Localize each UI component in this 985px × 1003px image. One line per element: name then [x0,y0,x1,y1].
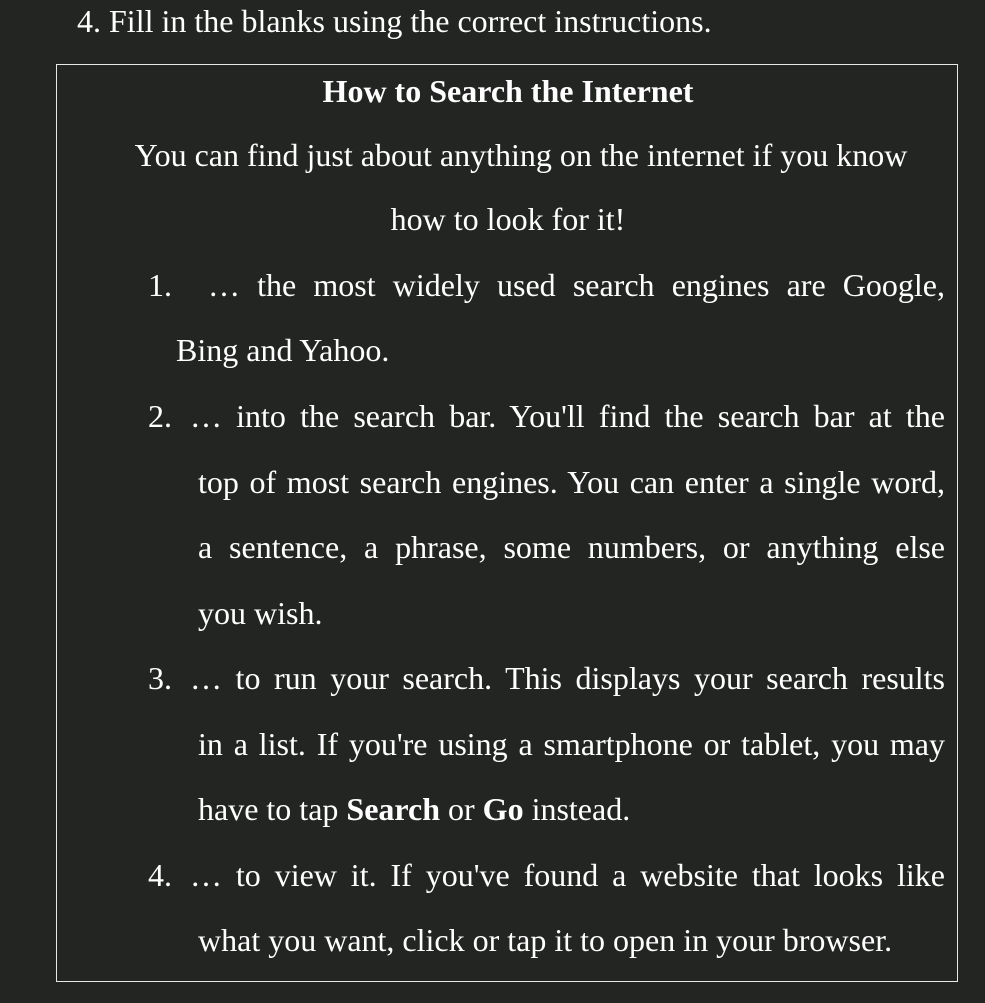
item-2-line-3: a sentence, a phrase, some numbers, or anything else [198,529,945,565]
item-number-3: 3. [148,660,172,696]
item-3-line-3: have to tap Search or Go instead. [198,791,631,827]
item-4-line-1: … to view it. If you've found a website that looks like [190,857,945,893]
go-keyword: Go [482,791,524,827]
item-2-line-1: … into the search bar. You'll find the search bar at the [190,398,945,434]
box-title: How to Search the Internet [322,73,694,109]
item-3-line-1: … to run your search. This displays your search results [190,660,945,696]
item-3-line-2: in a list. If you're using a smartphone or tablet, you may [198,726,945,762]
task-heading: 4. Fill in the blanks using the correct instructions. [77,3,712,39]
item-1-line-1: … the most widely used search engines are Google, [208,267,945,303]
item-number-2: 2. [148,398,172,434]
item-2-line-4: you wish. [198,595,323,631]
search-keyword: Search [346,791,441,827]
intro-line-1: You can find just about anything on the internet if you know [134,137,908,173]
item-4-line-2: what you want, click or tap it to open in your browser. [198,922,893,958]
instructions-box [56,64,958,982]
item-number-1: 1. [148,267,172,303]
item-2-line-2: top of most search engines. You can enter a single word, [198,464,945,500]
intro-line-2: how to look for it! [390,201,626,237]
item-number-4: 4. [148,857,172,893]
item-1-line-2: Bing and Yahoo. [176,332,390,368]
